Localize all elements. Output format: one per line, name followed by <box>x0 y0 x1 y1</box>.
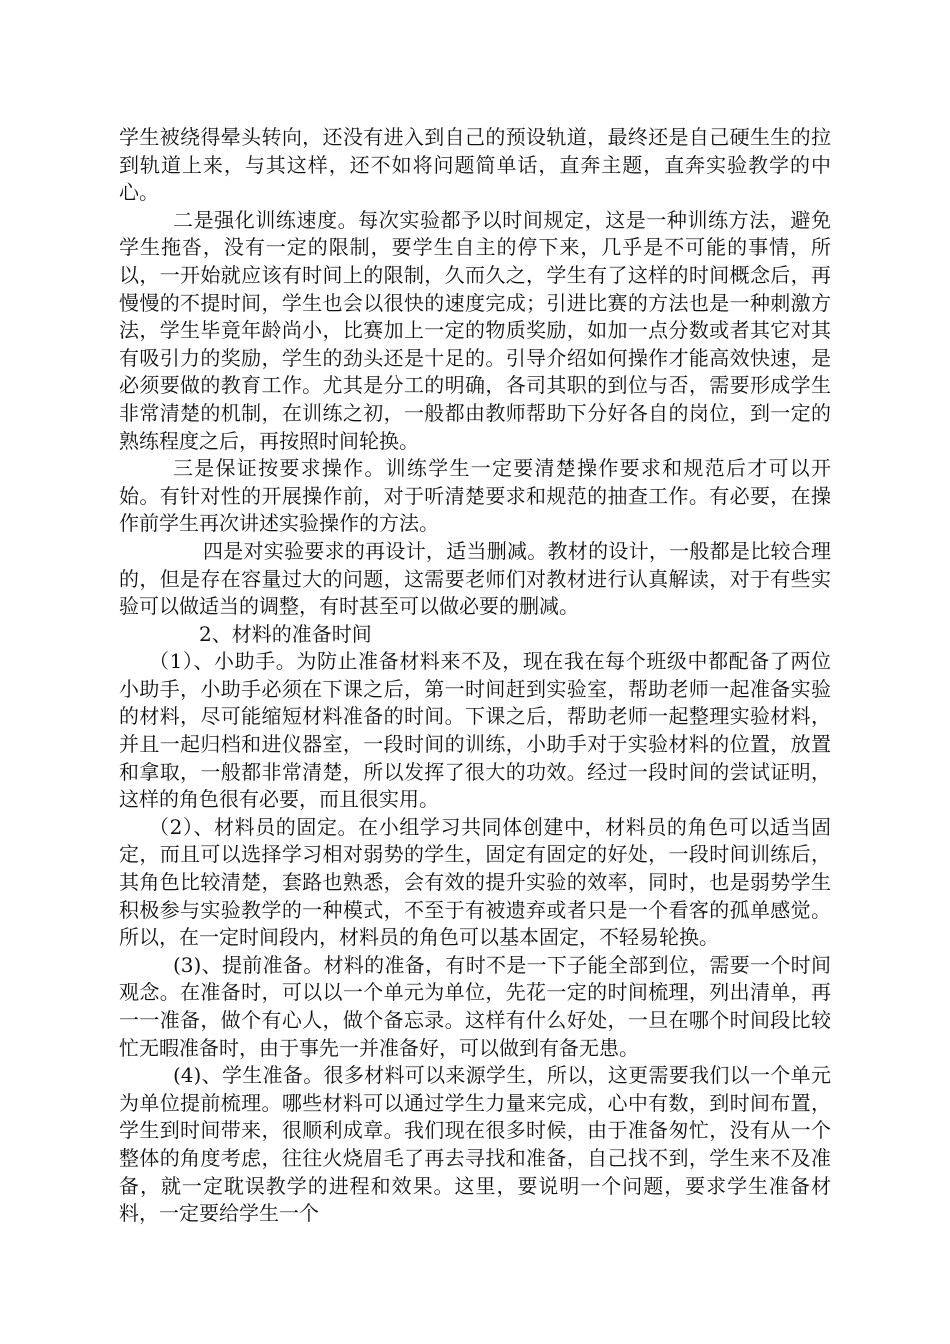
document-body <box>119 124 831 1228</box>
paragraph-operation-requirements: 三是保证按要求操作。训练学生一定要清楚操作要求和规范后才可以开始。有针对性的开展操作前，对于听清楚要求和规范的抽查工作。有必要，在操作前学生再次讲述实验操作的方法。 <box>119 456 831 536</box>
section-heading-material-prep: 2、材料的准备时间 <box>199 621 372 646</box>
paragraph-continuation: 学生被绕得晕头转向，还没有进入到自己的预设轨道，最终还是自己硬生生的拉到轨道上来，与其这样，还不如将问题简单话，直奔主题，直奔实验教学的中心。 <box>119 125 831 205</box>
paragraph-advance-prep: (3)、提前准备。材料的准备，有时不是一下子能全部到位，需要一个时间观念。在准备时，可以以一个单元为单位，先花一定的时间梳理，列出清单，再一一准备，做个有心人，做个备忘录。这样有什么好处，一旦在哪个时间段比较忙无暇准备时，由于事先一并准备好，可以做到有备无患。 <box>119 952 831 1060</box>
paragraph-training-speed: 二是强化训练速度。每次实验都予以时间规定，这是一种训练方法，避免学生拖沓，没有一定的限制，要学生自主的停下来，几乎是不可能的事情，所以，一开始就应该有时间上的限制，久而久之，学生有了这样的时间概念后，再慢慢的不提时间，学生也会以很快的速度完成；引进比赛的方法也是一种刺激方法，学生毕竟年龄尚小，比赛加上一定的物质奖励，如加一点分数或者其它对其有吸引力的奖励，学生的劲头还是十足的。引导介绍如何操作才能高效快速，是必须要做的教育工作。尤其是分工的明确，各司其职的到位与否，需要形成学生非常清楚的机制，在训练之初，一般都由教师帮助下分好各自的岗位，到一定的熟练程度之后，再按照时间轮换。 <box>119 207 831 453</box>
paragraph-little-helper: （1）、小助手。为防止准备材料来不及，现在我在每个班级中都配备了两位小助手，小助手必须在下课之后，第一时间赶到实验室，帮助老师一起准备实验的材料，尽可能缩短材料准备的时间。下课之后，帮助老师一起整理实验材料，并且一起归档和进仪器室，一段时间的训练，小助手对于实验材料的位置，放置和拿取，一般都非常清楚，所以发挥了很大的功效。经过一段时间的尝试证明，这样的角色很有必要，而且很实用。 <box>119 649 831 812</box>
paragraph-redesign: 四是对实验要求的再设计，适当删减。教材的设计，一般都是比较合理的，但是存在容量过大的问题，这需要老师们对教材进行认真解读，对于有些实验可以做适当的调整，有时甚至可以做必要的删减。 <box>119 538 831 619</box>
paragraph-student-prep: (4)、学生准备。很多材料可以来源学生，所以，这更需要我们以一个单元为单位提前梳理。哪些材料可以通过学生力量来完成，心中有数，到时间布置，学生到时间带来，很顺利成章。我们现在很多时候，由于准备匆忙，没有从一个整体的角度考虑，往往火烧眉毛了再去寻找和准备，自己找不到，学生来不及准备，就一定耽误教学的进程和效果。这里，要说明一个问题，要求学生准备材料，一定要给学生一个 <box>119 1063 831 1226</box>
paragraph-material-keeper: （2）、材料员的固定。在小组学习共同体创建中，材料员的角色可以适当固定，而且可以选择学习相对弱势的学生，固定有固定的好处，一段时间训练后，其角色比较清楚，套路也熟悉，会有效的提升实验的效率，同时，也是弱势学生积极参与实验教学的一种模式，不至于有被遗弃或者只是一个看客的孤单感觉。所以，在一定时间段内，材料员的角色可以基本固定，不轻易轮换。 <box>119 814 831 950</box>
